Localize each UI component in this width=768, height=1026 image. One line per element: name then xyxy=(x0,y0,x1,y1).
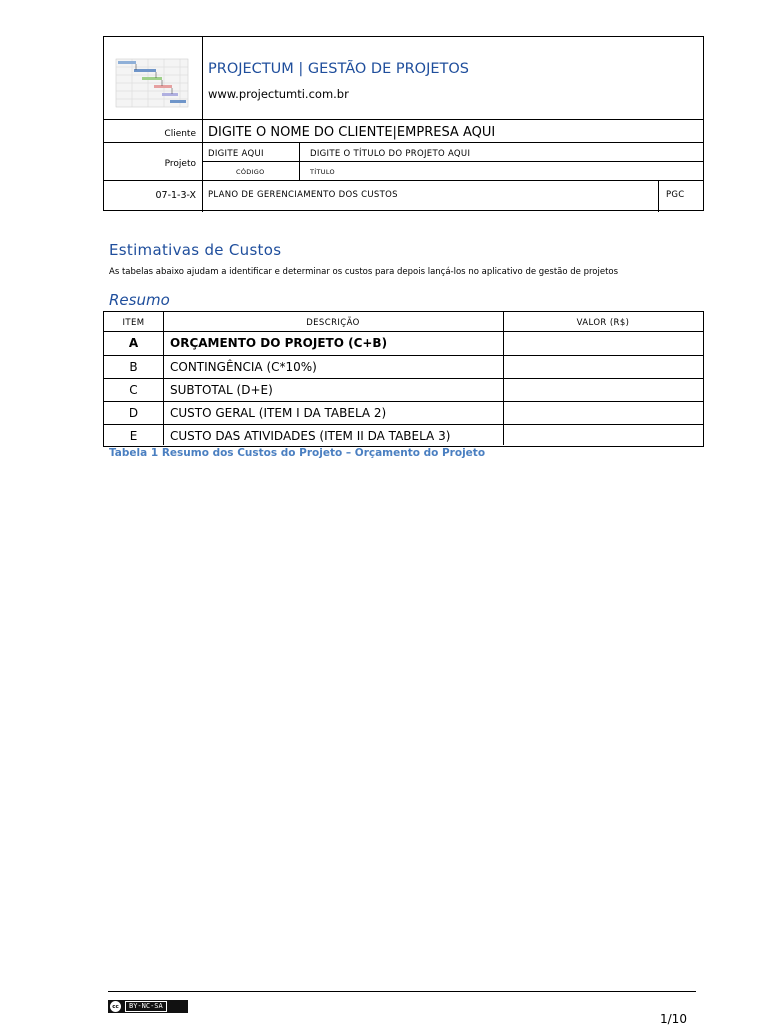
column-header-valor: VALOR (R$) xyxy=(576,318,630,328)
row-item: B xyxy=(129,360,138,374)
doc-code: 07-1-3-X xyxy=(155,190,196,201)
gantt-chart-logo-icon xyxy=(104,37,202,119)
row-item: E xyxy=(129,429,138,443)
company-title: PROJECTUM | GESTÃO DE PROJETOS xyxy=(208,61,469,77)
column-header-item: ITEM xyxy=(122,318,145,328)
titulo-field[interactable]: DIGITE O TÍTULO DO PROJETO AQUI xyxy=(310,149,471,159)
company-url[interactable]: www.projectumti.com.br xyxy=(208,87,349,101)
section-heading: Estimativas de Custos xyxy=(109,241,282,259)
codigo-field[interactable]: DIGITE AQUI xyxy=(208,149,264,159)
row-description: CUSTO DAS ATIVIDADES (ITEM II DA TABELA 3) xyxy=(170,429,451,443)
creative-commons-icon[interactable] xyxy=(108,1000,188,1013)
row-item: D xyxy=(128,406,139,420)
table-caption: Tabela 1 Resumo dos Custos do Projeto – Orçamento do Projeto xyxy=(109,447,486,459)
table-row xyxy=(104,356,703,379)
row-description: CONTINGÊNCIA (C*10%) xyxy=(170,360,317,374)
row-description: CUSTO GERAL (ITEM I DA TABELA 2) xyxy=(170,406,387,420)
doc-title: PLANO DE GERENCIAMENTO DOS CUSTOS xyxy=(208,190,398,200)
row-item: A xyxy=(128,336,139,350)
cliente-field[interactable]: DIGITE O NOME DO CLIENTE|EMPRESA AQUI xyxy=(208,125,496,140)
row-item: C xyxy=(129,383,138,397)
page-number: 1/10 xyxy=(660,1012,687,1026)
document-header xyxy=(103,36,704,211)
table-row xyxy=(104,379,703,402)
license-badge: BY-NC-SA xyxy=(125,1001,167,1012)
table-row xyxy=(104,425,703,448)
table-row xyxy=(104,332,703,355)
row-description: ORÇAMENTO DO PROJETO (C+B) xyxy=(170,336,388,350)
titulo-label: TÍTULO xyxy=(310,168,335,176)
row-description: SUBTOTAL (D+E) xyxy=(170,383,273,397)
doc-abbrev: PGC xyxy=(666,190,685,200)
subsection-heading: Resumo xyxy=(109,291,170,309)
cliente-label: Cliente xyxy=(164,129,196,139)
codigo-label: CÓDIGO xyxy=(236,168,265,176)
projeto-label: Projeto xyxy=(164,159,196,169)
column-header-descricao: DESCRIÇÃO xyxy=(306,318,360,328)
cc-symbol: cc xyxy=(110,1001,121,1012)
section-description: As tabelas abaixo ajudam a identificar e determinar os custos para depois lançá-los no aplicativo de gestão de projetos xyxy=(109,267,619,277)
summary-table xyxy=(103,311,704,447)
table-row xyxy=(104,402,703,425)
footer-divider xyxy=(108,991,696,992)
